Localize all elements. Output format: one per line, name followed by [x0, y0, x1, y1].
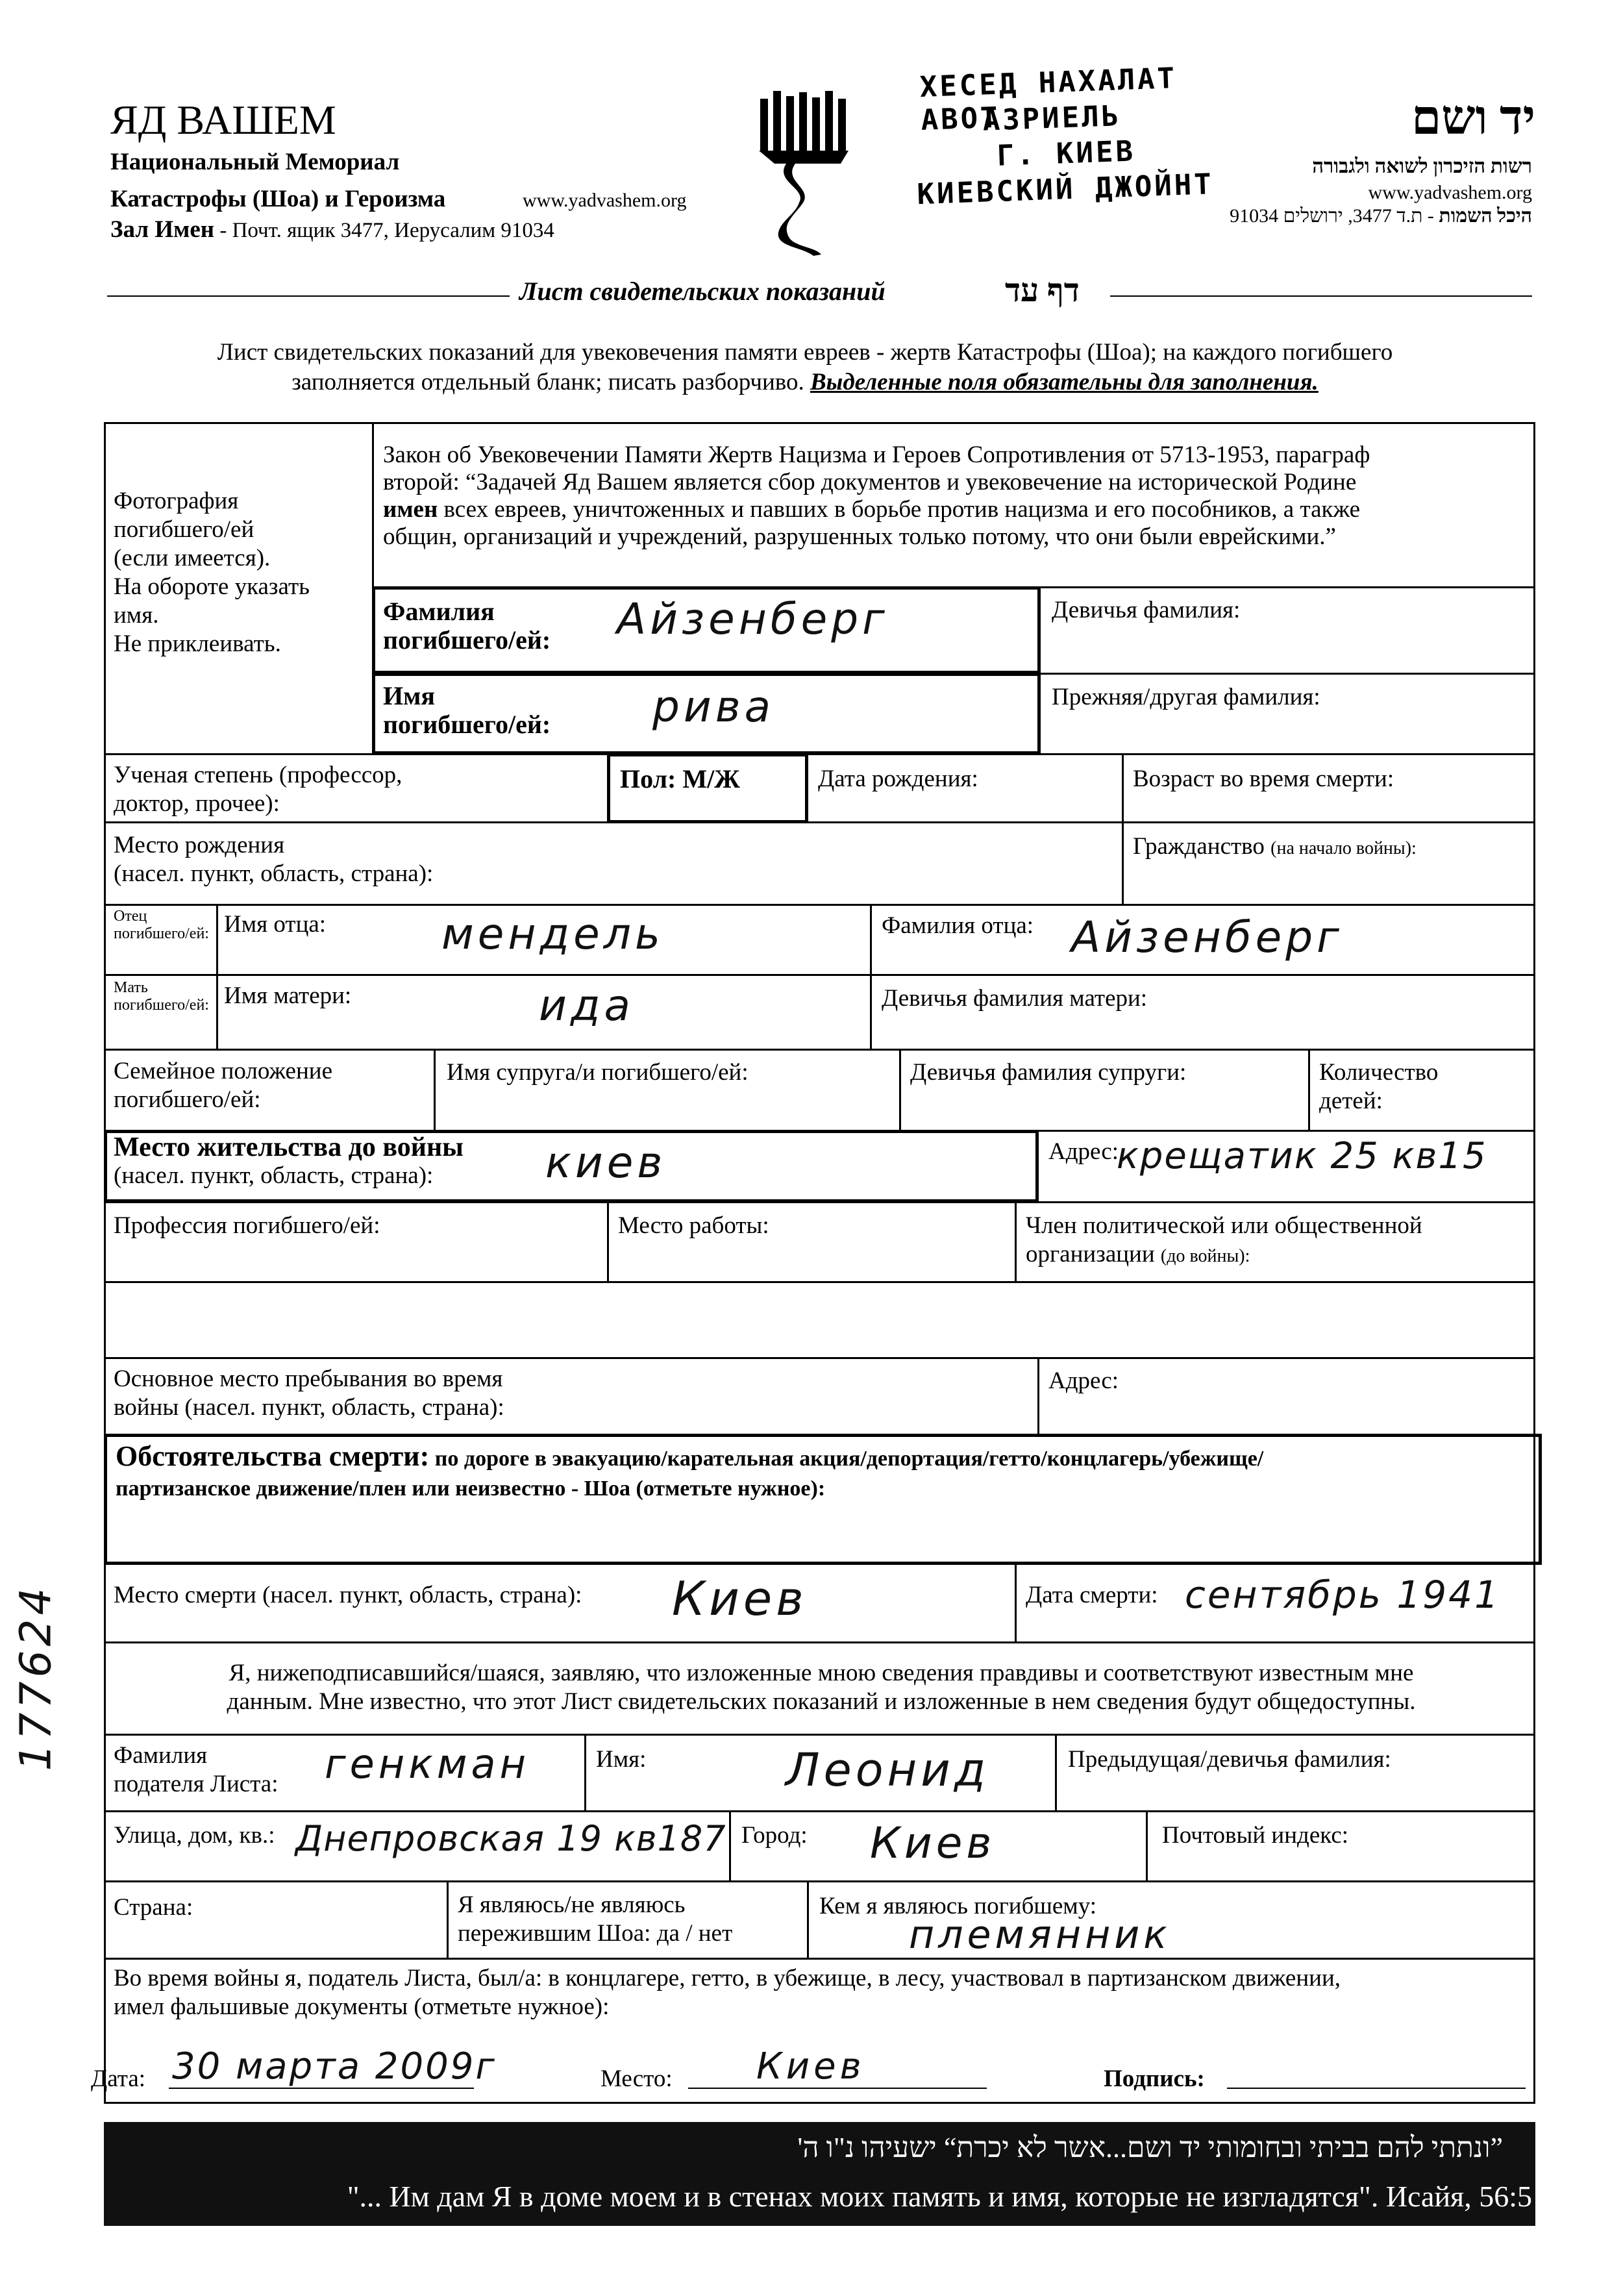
death-circumstances-options-2: партизанское движение/плен или неизвестно - Шоа (отметьте нужное):	[116, 1477, 826, 1501]
footer-quote-ru: "... Им дам Я в доме моем и в стенах моих память и имя, которые не изгладятся". Исайя, 56:5	[347, 2180, 1532, 2213]
submitter-city-divider	[729, 1810, 731, 1882]
father-side-divider	[216, 904, 218, 1050]
law-line-4: общин, организаций и учреждений, разрушенных только потому, что они были еврейскими.”	[383, 523, 1336, 550]
law-line-3-rest: всех евреев, уничтоженных и павших в борьбе против нацизма и его пособников, а также	[438, 496, 1360, 523]
membership-note: (до войны):	[1160, 1246, 1250, 1266]
org-website-he: www.yadvashem.org	[1368, 182, 1532, 203]
victim-citizenship-note: (на начало войны):	[1270, 838, 1417, 858]
footer-quote-he: ”ונתתי להם בביתי ובחומותי יד ושם...אשר לא יכרת“ ישעיהו נ"ו ה'	[797, 2132, 1503, 2164]
victim-surname-value[interactable]: Айзенберг	[617, 594, 889, 644]
submitter-street-label: Улица, дом, кв.:	[114, 1822, 275, 1849]
spouse-name-label: Имя супруга/и погибшего/ей:	[447, 1059, 749, 1086]
spouse-maiden-label: Девичья фамилия супруги:	[910, 1059, 1187, 1086]
workplace-divider	[607, 1201, 609, 1282]
victim-birthplace-label-2: (насел. пункт, область, страна):	[114, 860, 434, 887]
signature-date-line	[169, 2088, 474, 2089]
row-rule-family	[104, 1049, 1535, 1051]
age-divider	[1122, 753, 1124, 906]
org-subtitle-he: רשות הזיכרון לשואה ולגבורה	[1312, 155, 1532, 177]
hall-of-names-label: Зал Имен	[110, 216, 215, 243]
father-surname-divider	[870, 904, 872, 1050]
children-divider	[1308, 1049, 1310, 1130]
wartime-place-label-1: Основное место пребывания во время	[114, 1366, 503, 1392]
death-date-divider	[1015, 1565, 1017, 1643]
residence-value[interactable]: киев	[545, 1138, 667, 1188]
signature-place-value[interactable]: Киев	[756, 2045, 865, 2088]
photo-line-5: имя.	[114, 602, 159, 629]
mother-name-value[interactable]: ида	[539, 980, 634, 1030]
residence-label	[114, 1133, 464, 1190]
membership-label-1: Член политической или общественной	[1026, 1212, 1422, 1239]
submitter-street-value[interactable]: Днепровская 19 кв187	[295, 1818, 726, 1859]
intro-line-2	[114, 368, 1496, 397]
photo-line-6: Не приклеивать.	[114, 630, 281, 657]
membership-label-2	[1026, 1240, 1422, 1271]
victim-citizenship-text: Гражданство	[1133, 833, 1265, 860]
signature-label: Подпись:	[1104, 2065, 1205, 2092]
relation-value[interactable]: племянник	[909, 1912, 1171, 1958]
submitter-surname-label-1: Фамилия	[114, 1742, 208, 1769]
org-subtitle-1: Национальный Мемориал	[110, 149, 400, 175]
residence-label-bold: Место жительства до войны	[114, 1132, 464, 1162]
mother-name-label: Имя матери:	[224, 982, 352, 1009]
law-line-2: второй: “Задачей Яд Вашем является сбор документов и увековечение на исторической Родине	[383, 469, 1357, 495]
victim-name-label-1: Имя	[383, 681, 435, 710]
photo-line-2: погибшего/ей	[114, 516, 254, 543]
row-rule-mother	[104, 974, 1535, 976]
sheet-title-ru: Лист свидетельских показаний	[519, 277, 886, 306]
intro-line-1: Лист свидетельских показаний для увековечения памяти евреев - жертв Катастрофы (Шоа); на каждого погибшего	[217, 339, 1393, 366]
submitter-prev-label: Предыдущая/девичья фамилия:	[1068, 1746, 1391, 1773]
spouse-maiden-divider	[899, 1049, 901, 1130]
row-rule-street	[104, 1810, 1535, 1812]
victim-birthplace-label-1: Место рождения	[114, 832, 285, 858]
declaration-line-2: данным. Мне известно, что этот Лист свидетельских показаний и изложенные в нем сведения будут общедоступны.	[227, 1688, 1416, 1715]
victim-name-value[interactable]: рива	[652, 682, 775, 732]
death-date-label: Дата смерти:	[1026, 1582, 1158, 1608]
membership-label	[1026, 1212, 1422, 1271]
father-surname-label: Фамилия отца:	[882, 912, 1034, 939]
row-rule-surname-right	[1039, 586, 1535, 588]
membership-divider	[1015, 1201, 1017, 1282]
membership-label-2-text: организации	[1026, 1241, 1155, 1267]
declaration-line-1: Я, нижеподписавшийся/шаяся, заявляю, что изложенные мною сведения правдивы и соответствуют известным мне	[229, 1660, 1414, 1686]
victim-maiden-label: Девичья фамилия:	[1052, 597, 1241, 623]
victim-prev-surname-label: Прежняя/другая фамилия:	[1052, 684, 1320, 710]
hall-of-names-postal: - Почт. ящик 3477, Иерусалим 91034	[214, 219, 554, 242]
stamp-line-2: АЗРИЕЛЬ	[982, 99, 1122, 138]
victim-degree-label-1: Ученая степень (профессор,	[114, 762, 402, 788]
marital-status-label	[114, 1057, 332, 1114]
submitter-surname-value[interactable]: генкман	[325, 1740, 530, 1788]
father-side-label: Отец погибшего/ей:	[114, 908, 209, 942]
death-circumstances-line-1	[116, 1441, 1531, 1474]
mother-maiden-label: Девичья фамилия матери:	[882, 985, 1148, 1012]
death-date-value[interactable]: сентябрь 1941	[1185, 1573, 1500, 1617]
row-rule-father	[104, 904, 1535, 906]
death-circumstances-options-1: по дороге в эвакуацию/карательная акция/депортация/гетто/концлагерь/убежище/	[429, 1447, 1264, 1471]
wartime-address-label: Адрес:	[1048, 1367, 1119, 1394]
residence-address-label: Адрес:	[1048, 1138, 1119, 1165]
org-title-he: יד ושם	[1411, 92, 1535, 145]
hall-of-names-he-label: היכל השמות	[1439, 205, 1532, 227]
survivor-label-1: Я являюсь/не являюсь	[458, 1891, 686, 1918]
submitter-name-label: Имя:	[596, 1746, 647, 1773]
residence-label-rest: (насел. пункт, область, страна):	[114, 1162, 434, 1189]
spouse-divider	[434, 1049, 436, 1130]
footer-quote-band	[104, 2122, 1535, 2226]
submitter-surname-label-2: подателя Листа:	[114, 1771, 279, 1797]
submitter-zip-divider	[1146, 1810, 1148, 1882]
death-place-value[interactable]: Киев	[672, 1571, 808, 1626]
row-rule-name-right	[1039, 673, 1535, 675]
signature-date-label: Дата:	[91, 2065, 146, 2092]
victim-name-label	[383, 682, 551, 739]
workplace-label: Место работы:	[618, 1212, 769, 1239]
survivor-label	[458, 1891, 732, 1948]
victim-surname-label-2: погибшего/ей:	[383, 625, 551, 655]
relation-label: Кем я являюсь погибшему:	[819, 1893, 1097, 1919]
submitter-name-divider	[584, 1734, 586, 1812]
row-rule-profession	[104, 1201, 1535, 1203]
row-rule-country	[104, 1880, 1535, 1882]
org-website: www.yadvashem.org	[523, 190, 687, 211]
intro-line-2-text: заполняется отдельный бланк; писать разборчиво.	[291, 369, 804, 395]
title-rule-right	[1110, 295, 1532, 297]
intro-text	[114, 338, 1496, 397]
father-name-label: Имя отца:	[224, 911, 327, 938]
death-circumstances-label	[116, 1441, 1531, 1504]
residence-address-value[interactable]: крещатик 25 кв15	[1117, 1135, 1487, 1177]
law-line-1: Закон об Увековечении Памяти Жертв Нацизма и Героев Сопротивления от 5713-1953, параграф	[383, 442, 1370, 468]
row-rule-declaration	[104, 1641, 1535, 1643]
header	[0, 0, 1610, 260]
row-rule-submitter	[104, 1734, 1535, 1736]
submitter-prev-divider	[1055, 1734, 1057, 1812]
victim-age-label: Возраст во время смерти:	[1133, 766, 1394, 792]
mother-side-label: Мать погибшего/ей:	[114, 979, 209, 1014]
row-rule-birthplace	[104, 821, 1535, 823]
wartime-address-divider	[1037, 1357, 1039, 1435]
row-rule-wartime	[104, 1357, 1535, 1359]
declaration-text	[114, 1659, 1529, 1716]
marital-status-label-1: Семейное положение	[114, 1058, 332, 1084]
survivor-divider	[447, 1880, 449, 1958]
signature-place-line	[688, 2088, 987, 2089]
photo-line-4: На обороте указать	[114, 573, 310, 600]
stamp-line-3: Г. КИЕВ	[996, 134, 1136, 173]
birthdate-divider	[805, 753, 807, 823]
title-rule-left	[107, 295, 510, 297]
row-rule-degree	[104, 753, 1535, 755]
victim-sex-label: Пол: М/Ж	[620, 764, 740, 793]
stamp-line-1: ХЕСЕД НАХАЛАТ АВОТ	[919, 62, 1178, 137]
photo-line-3: (если имеется).	[114, 545, 271, 571]
row-rule-war-experience	[104, 1958, 1535, 1960]
sheet-title-he: דף עד	[1005, 272, 1080, 308]
victim-birthdate-label: Дата рождения:	[818, 766, 978, 792]
marital-status-label-2: погибшего/ей:	[114, 1086, 261, 1113]
relation-divider	[807, 1880, 809, 1958]
father-name-value[interactable]: мендель	[441, 909, 664, 959]
submitter-city-value[interactable]: Киев	[870, 1818, 996, 1868]
law-line-3	[383, 496, 1526, 523]
law-names-emphasis: имен	[383, 496, 438, 523]
margin-reference-number: 177624	[10, 1584, 61, 1771]
children-count-label-1: Количество	[1319, 1059, 1439, 1086]
hall-of-names-he-postal: - ת.ד 3477, ירושלים 91034	[1230, 205, 1439, 227]
submitter-name-value[interactable]: Леонид	[786, 1743, 990, 1797]
law-quote	[383, 442, 1526, 551]
submitter-city-label: Город:	[741, 1822, 808, 1849]
signature-line	[1227, 2088, 1526, 2089]
war-experience-line-2: имел фальшивые документы (отметьте нужное):	[114, 1993, 610, 2020]
hall-of-names-address	[110, 216, 554, 243]
submitter-surname-label	[114, 1741, 279, 1799]
stamp-line-4: КИЕВСКИЙ ДЖОЙНТ	[916, 168, 1215, 212]
hall-of-names-he	[1078, 205, 1532, 227]
children-count-label-2: детей:	[1319, 1088, 1383, 1114]
victim-citizenship-label	[1133, 832, 1417, 863]
submitter-zip-label: Почтовый индекс:	[1162, 1822, 1349, 1849]
wartime-place-label	[114, 1365, 504, 1422]
victim-name-label-2: погибшего/ей:	[383, 710, 551, 739]
children-count-label	[1319, 1058, 1438, 1116]
submitter-country-label: Страна:	[114, 1894, 193, 1921]
photo-line-1: Фотография	[114, 488, 239, 514]
father-surname-value[interactable]: Айзенберг	[1071, 912, 1343, 962]
victim-degree-label	[114, 761, 402, 818]
victim-birthplace-label	[114, 831, 433, 888]
wartime-place-label-2: войны (насел. пункт, область, страна):	[114, 1394, 504, 1421]
signature-date-value[interactable]: 30 марта 2009г	[172, 2045, 497, 2088]
signature-place-label: Место:	[601, 2065, 673, 2092]
profession-label: Профессия погибшего/ей:	[114, 1212, 380, 1239]
org-subtitle-2: Катастрофы (Шоа) и Героизма	[110, 186, 446, 212]
war-experience-line-1: Во время войны я, податель Листа, был/а: в концлагере, гетто, в убежище, в лесу, участвовал в партизанском движении,	[114, 1965, 1341, 1991]
victim-degree-label-2: доктор, прочее):	[114, 790, 280, 817]
org-title-ru: ЯД ВАШЕМ	[110, 97, 336, 143]
survivor-label-2: пережившим Шоа: да / нет	[458, 1920, 733, 1947]
war-experience-label	[114, 1964, 1529, 2021]
photo-instructions	[114, 487, 367, 658]
death-place-label: Место смерти (насел. пункт, область, страна):	[114, 1582, 582, 1608]
yad-vashem-logo	[756, 91, 860, 256]
intro-required-note: Выделенные поля обязательны для заполнения.	[810, 369, 1319, 395]
victim-surname-label	[383, 597, 551, 655]
victim-surname-label-1: Фамилия	[383, 597, 495, 626]
death-circumstances-title: Обстоятельства смерти:	[116, 1440, 430, 1472]
row-rule-blank	[104, 1281, 1535, 1283]
